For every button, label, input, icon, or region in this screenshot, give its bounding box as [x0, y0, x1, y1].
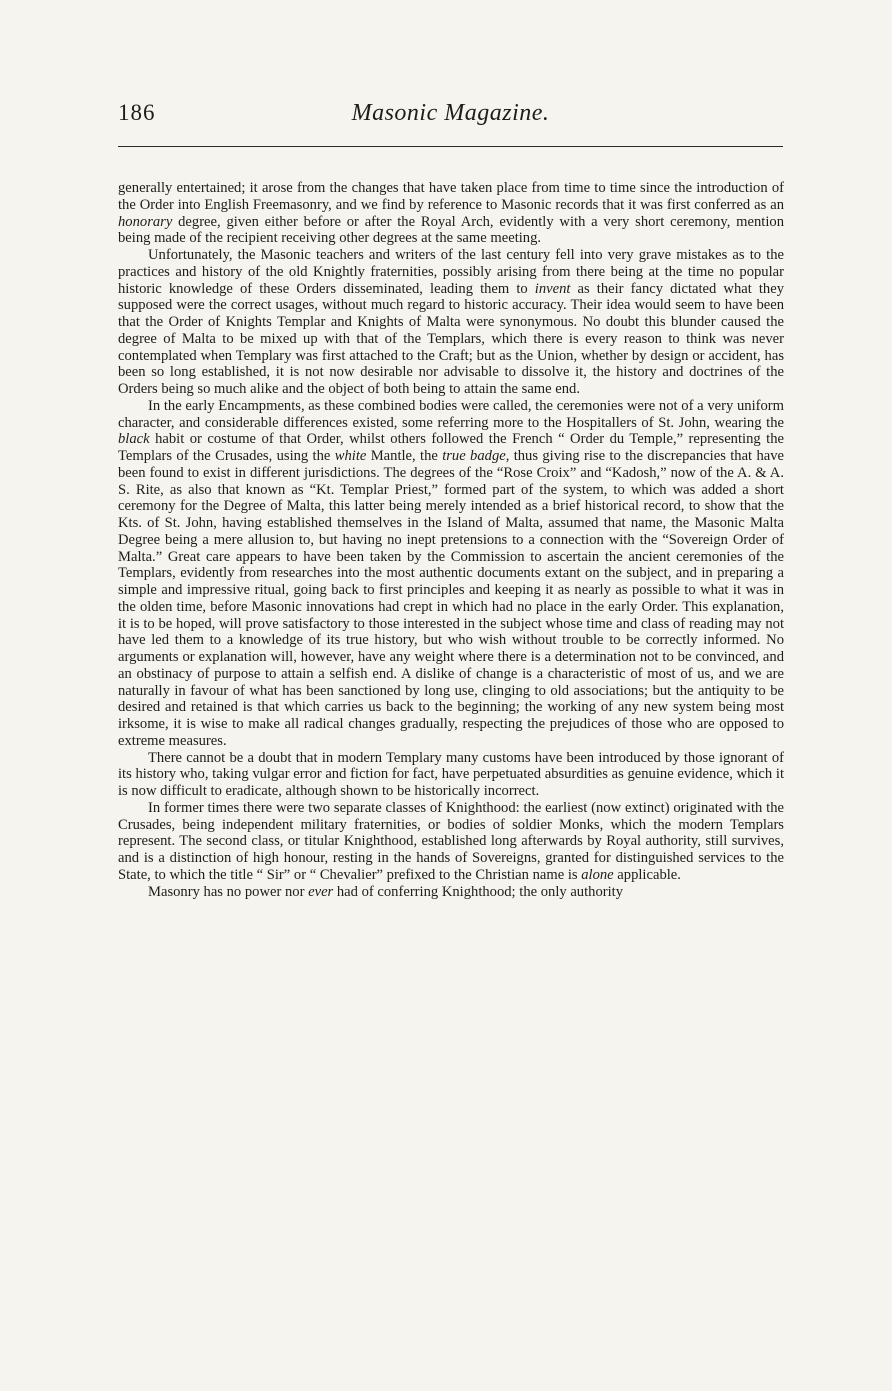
text-run: applicable. [613, 866, 681, 883]
text-run: Mantle, the [366, 448, 443, 464]
page-number: 186 [118, 100, 156, 125]
italic-text: alone [581, 866, 614, 883]
header-rule [118, 146, 783, 147]
italic-text: invent [534, 280, 571, 297]
text-run: Masonry has no power nor [148, 883, 309, 900]
text-run: as their fancy dictated what they supposed were the correct usages, without much regard to historic accuracy. Their idea would seem to have been that the Order of Knights Templar and Knights of Malta were synonymous. No doubt this blunder caused the degree of Malta to be mixed up with that of the Templars, which there is every reason to think was never contemplated when Templary was first attached to the Craft; but as the Union, whether by design or accident, has been so long established, it is not now desirable nor advisable to dissolve it, the history and doctrines of the Orders being so much alike and the object of both being to attain the same end. [118, 280, 784, 397]
text-run: generally entertained; it arose from the changes that have taken place from time to time since the introduction of the Order into English Freemasonry, and we find by reference to Masonic records that it was first conferred as an [118, 180, 784, 213]
running-title: Masonic Magazine. [351, 100, 550, 126]
italic-text: true badge [442, 448, 506, 464]
italic-text: white [334, 448, 367, 464]
italic-text: ever [308, 883, 334, 900]
paragraph [118, 180, 784, 247]
text-run: There cannot be a doubt that in modern Templary many customs have been introduced by those ignorant of its history who, taking vulgar error and fiction for fact, have perpetuated absurdities as genuine evidence, which it is now difficult to eradicate, although shown to be historically incorrect. [118, 749, 784, 799]
italic-text: honorary [118, 213, 173, 230]
text-run: , thus giving rise to the discrepancies that have been found to exist in different jurisdictions. The degrees of the “Rose Croix” and “Kadosh,” now of the A. & A. S. Rite, as also that known as “Kt. Templar Priest,” formed part of the system, to which was added a short ceremony for the Degree of Malta, this latter being merely intended as a brief historical record, to show that the Kts. of St. John, having established themselves in the Island of Malta, assumed that name, the Masonic Malta Degree being a mere allusion to, but having no inept pretensions to a connection with the “Sovereign Order of Malta.” Great care appears to have been taken by the Commission to ascertain the ancient ceremonies of the Templars, evidently from researches into the most authentic documents extant on the subject, and in preparing a simple and impressive ritual, going back to first principles and keeping it as nearly as possible to what it was in the olden time, before Masonic innovations had crept in which had no place in the early Order. This explanation, it is to be hoped, will prove satisfactory to those interested in the subject whose time and class of reading may not have led them to a knowledge of its true history, but who wish without trouble to be correctly informed. No arguments or explanation will, however, have any weight where there is a determination not to be convinced, and an obstinacy of purpose to attain a selfish end. A dislike of change is a characteristic of most of us, and we are naturally in favour of what has been sanctioned by long use, clinging to old associations; but the antiquity to be desired and retained is that which carries us back to the beginning; the working of any new system being most irksome, it is wise to make all radical changes gradually, respecting the prejudices of those who are opposed to extreme measures. [118, 448, 785, 749]
text-run: degree, given either before or after the Royal Arch, evidently with a very short ceremony, mention being made of the recipient receiving other degrees at the same meeting. [118, 213, 784, 247]
italic-text: black [118, 431, 150, 448]
page-header [118, 100, 783, 140]
text-run: habit or costume of that Order, whilst others followed the French “ Order du Temple,” representing the Templars of the Crusades, using the [118, 431, 784, 464]
article-body [118, 180, 784, 900]
paragraph [118, 398, 784, 750]
paragraph [118, 800, 784, 884]
text-run: had of conferring Knighthood; the only authority [333, 883, 624, 900]
text-run: Unfortunately, the Masonic teachers and writers of the last century fell into very grave mistakes as to the practices and history of the old Knightly fraternities, possibly arising from there being at the time no popular historic knowledge of these Orders disseminated, leading them to [118, 247, 784, 297]
paragraph [118, 247, 784, 398]
paragraph [118, 750, 784, 800]
text-run: In the early Encampments, as these combined bodies were called, the ceremonies were not of a very uniform character, and considerable differences existed, some referring more to the Hospitallers of St. John, wearing the [118, 397, 784, 431]
text-run: In former times there were two separate classes of Knighthood: the earliest (now extinct) originated with the Crusades, being independent military fraternities, or bodies of soldier Monks, which the modern Templars represent. The second class, or titular Knighthood, established long afterwards by Royal authority, still survives, and is a distinction of high honour, resting in the hands of Sovereigns, granted for distinguished services to the State, to which the title “ Sir” or “ Chevalier” prefixed to the Christian name is [118, 799, 784, 883]
paragraph [118, 884, 784, 901]
